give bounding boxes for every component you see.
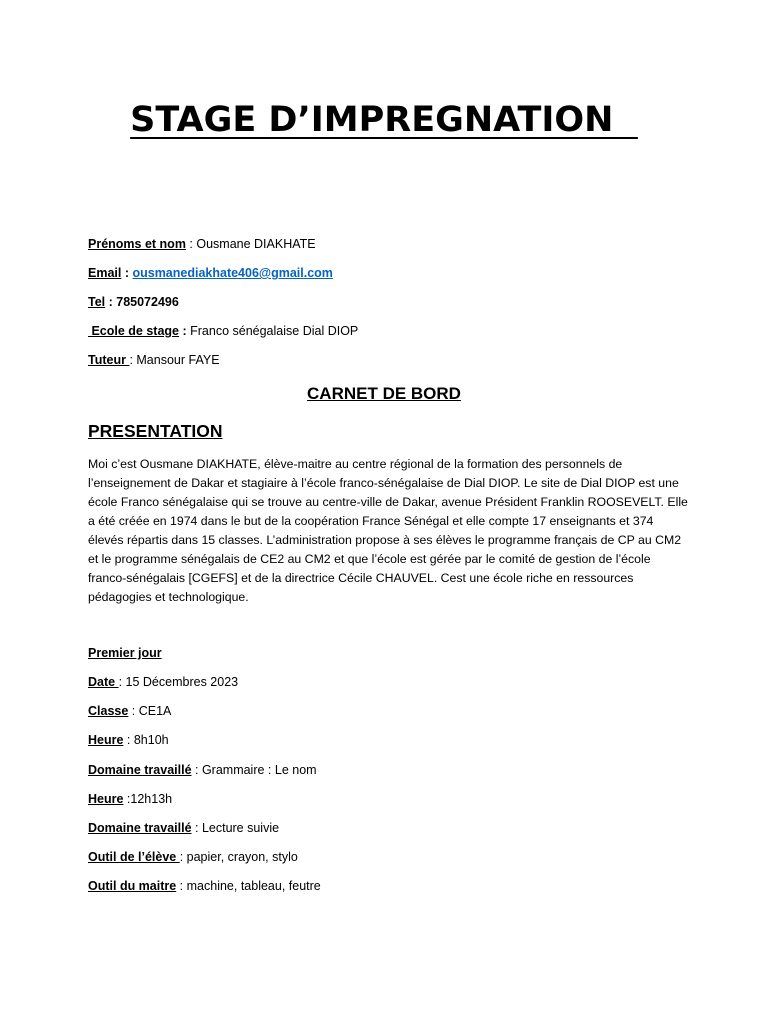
day-item-class: [88, 702, 171, 720]
day-item-label: Outil du maitre: [88, 879, 177, 893]
info-name-sep: :: [185, 237, 197, 251]
info-tutor-value: Mansour FAYE: [136, 353, 220, 367]
day-item-value: machine, tableau, feutre: [186, 879, 321, 893]
day-item-sep: :: [191, 821, 202, 835]
carnet-title-text: CARNET DE BORD: [307, 384, 461, 403]
day-item-domain-2: [88, 819, 279, 837]
day-item-student-tools: [88, 848, 298, 866]
info-email-line: [88, 264, 333, 282]
email-link[interactable]: ousmanediakhate406@gmail.com: [132, 266, 333, 280]
day-item-hour-1: [88, 731, 169, 749]
day-item-value: 15 Décembres 2023: [125, 675, 239, 689]
day-item-label: Date: [88, 675, 119, 689]
day-item-value: 12h13h: [130, 792, 173, 806]
document-title-text: STAGE D’IMPREGNATION: [130, 100, 638, 140]
day-item-sep: :: [123, 733, 134, 747]
day-item-value: papier, crayon, stylo: [186, 850, 298, 864]
day-item-sep: :: [191, 763, 202, 777]
info-school-value: Franco sénégalaise Dial DIOP: [190, 324, 359, 338]
day-item-sep: :: [123, 792, 131, 806]
info-name-line: [88, 235, 316, 253]
day-item-label: Outil de l’élève: [88, 850, 180, 864]
info-tutor-label: Tuteur: [88, 353, 130, 367]
day-item-sep: :: [176, 879, 187, 893]
info-tel-value: 785072496: [116, 295, 179, 309]
day-item-date: [88, 673, 238, 691]
day-item-label: Heure: [88, 792, 124, 806]
day-item-hour-2: [88, 790, 172, 808]
info-email-sep: :: [121, 266, 133, 280]
day-item-sep: :: [179, 850, 187, 864]
info-tel-line: [88, 293, 179, 311]
day-item-sep: :: [118, 675, 126, 689]
info-school-label: Ecole de stage: [88, 324, 180, 338]
day-item-teacher-tools: [88, 877, 321, 895]
day-item-value: CE1A: [138, 704, 172, 718]
info-school-line: [88, 322, 358, 340]
info-name-label: Prénoms et nom: [88, 237, 186, 251]
day-item-domain-1: [88, 761, 317, 779]
info-name-value: Ousmane DIAKHATE: [196, 237, 316, 251]
day-item-value: Grammaire : Le nom: [201, 763, 317, 777]
first-day-heading: Premier jour: [88, 646, 162, 660]
info-tel-label: Tel: [88, 295, 106, 309]
day-item-label: Heure: [88, 733, 124, 747]
day-item-sep: :: [128, 704, 139, 718]
day-item-label: Classe: [88, 704, 129, 718]
presentation-heading: PRESENTATION: [88, 421, 223, 441]
day-item-label: Domaine travaillé: [88, 821, 192, 835]
info-tutor-sep: :: [129, 353, 137, 367]
document-title: [0, 94, 768, 146]
info-tutor-line: [88, 351, 220, 369]
carnet-title: [0, 382, 768, 406]
day-item-value: Lecture suivie: [201, 821, 280, 835]
info-school-sep: :: [179, 324, 191, 338]
info-email-label: Email: [88, 266, 122, 280]
presentation-paragraph: Moi c’est Ousmane DIAKHATE, élève-maitre au centre régional de la formation des personnels de l’enseignement de Dakar et stagiaire à l’école franco-sénégalaise de Dial DIOP. Le site de Dial DIOP est une école Franco sénégalaise qui se trouve au centre-ville de Dakar, avenue Président Franklin ROOSEVELT. Elle a été créée en 1974 dans le but de la coopération France Sénégal et elle compte 17 enseignants et 374 élevés répartis dans 15 classes. L’administration propose à ses élèves le programme français de CP au CM2 et le programme sénégalais de CE2 au CM2 et que l’école est gérée par le comité de gestion de l’école franco-sénégalais [CGEFS] et de la directrice Cécile CHAUVEL. Cest une école riche en ressources pédagogies et technologique.: [88, 457, 688, 604]
day-item-label: Domaine travaillé: [88, 763, 192, 777]
info-tel-sep: :: [105, 295, 117, 309]
day-item-value: 8h10h: [133, 733, 169, 747]
